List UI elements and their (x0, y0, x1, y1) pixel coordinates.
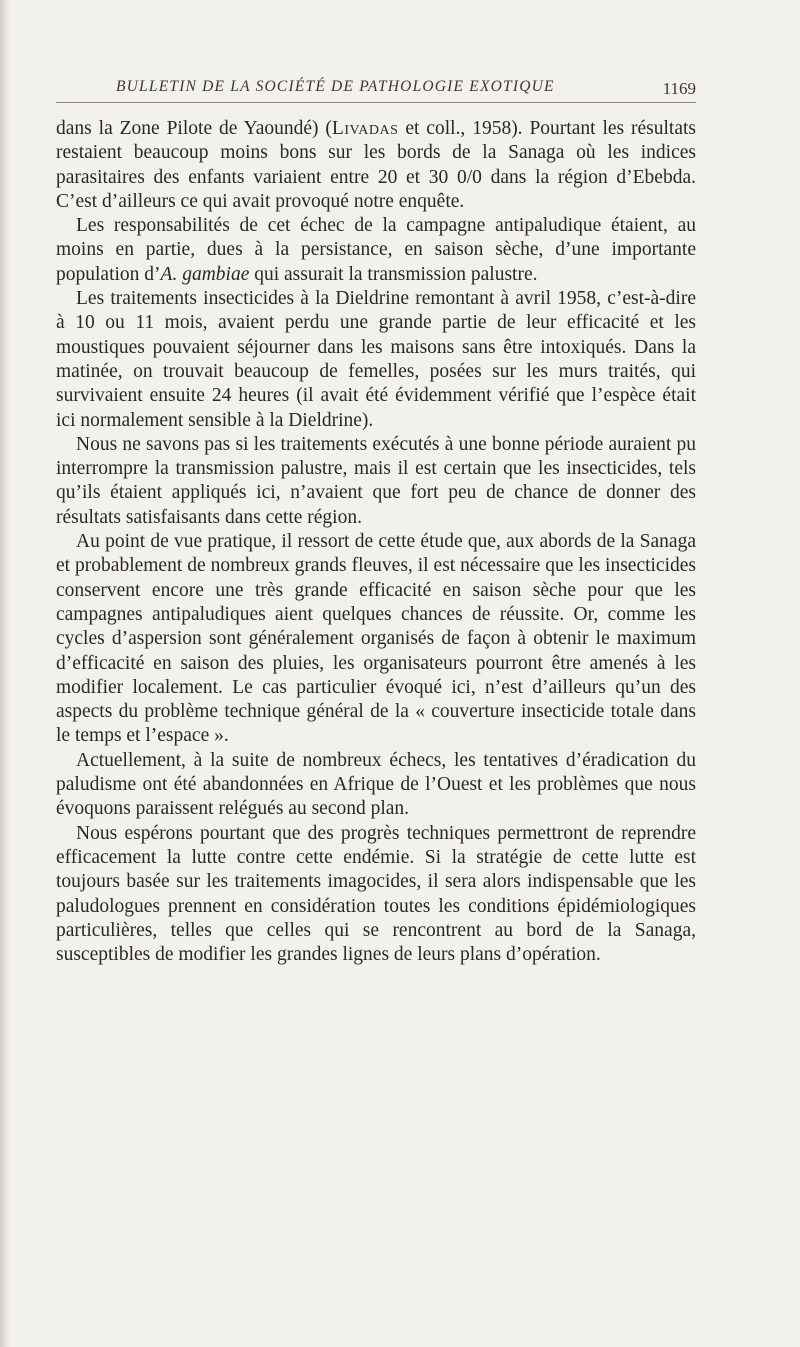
paragraph-1 (56, 117, 696, 214)
species-name: A. gambiae (160, 263, 250, 285)
page-binding-edge (0, 0, 10, 1347)
paragraph-4: Nous ne savons pas si les traitements exécutés à une bonne période auraient pu interrompre la transmission palustre, mais il est certain que les insecticides, tels qu’ils étaient appliqués ici, n’avaient que fort peu de chance de donner des résultats satisfaisants dans cette région. (56, 433, 696, 528)
paragraph-3: Les traitements insecticides à la Dieldrine remontant à avril 1958, c’est-à-dire à 10 ou 11 mois, avaient perdu une grande partie de leur efficacité et les moustiques pouvaient séjourner dans les maisons sans être intoxiqués. Dans la matinée, on trouvait beaucoup de femelles, posées sur les murs traités, qui survivaient ensuite 24 heures (il avait été évidemment vérifié que l’espèce était ici normalement sensible à la Dieldrine). (56, 288, 696, 431)
article-body (56, 117, 696, 967)
paragraph-5: Au point de vue pratique, il ressort de cette étude que, aux abords de la Sanaga et probablement de nombreux grands fleuves, il est nécessaire que les insecticides conservent encore une très grande efficacité en saison sèche pour que les campagnes antipaludiques aient quelques chances de réussite. Or, comme les cycles d’aspersion sont généralement organisés de façon à obtenir le maximum d’efficacité en saison des pluies, les organisateurs pourront être amenés à les modifier localement. Le cas particulier évoqué ici, n’est d’ailleurs qu’un des aspects du problème technique général de la « couverture insecticide totale dans le temps et l’espace ». (56, 531, 696, 747)
paragraph-2-end: qui assurait la transmission palustre. (249, 263, 538, 285)
paragraph-1-start: dans la Zone Pilote de Yaoundé) ( (56, 118, 332, 139)
paragraph-6: Actuellement, à la suite de nombreux échecs, les tentatives d’éradication du paludisme ont été abandonnées en Afrique de l’Ouest et les problèmes que nous évoquons paraissent relégués au second plan. (56, 749, 696, 820)
paragraph-2 (56, 214, 696, 287)
paragraph-7: Nous espérons pourtant que des progrès techniques permettront de reprendre efficacement la lutte contre cette endémie. Si la stratégie de cette lutte est toujours basée sur les traitements imagocides, il sera alors indispensable que les paludologues prennent en considération toutes les conditions épidémiologiques particulières, telles que celles qui se rencontrent au bord de la Sanaga, susceptibles de modifier les grandes lignes de leurs plans d’opération. (56, 822, 696, 966)
journal-running-title: BULLETIN DE LA SOCIÉTÉ DE PATHOLOGIE EXOTIQUE (116, 78, 555, 95)
paragraph-1-end: et coll., 1958). Pourtant les résultats restaient beaucoup moins bons sur les bords de la Sanaga où les indices parasitaires des enfants variaient entre 20 et 30 0/0 dans la région d’Ebebda. C’est d’ailleurs ce qui avait provoqué notre enquête. (56, 118, 696, 212)
running-header (56, 78, 696, 103)
cited-author: Livadas (331, 118, 399, 139)
page-number: 1169 (662, 79, 696, 98)
paragraph-2-start: Les responsabilités de cet échec de la campagne antipaludique étaient, au moins en partie, dues à la persistance, en saison sèche, d’une importante population d’ (56, 215, 696, 285)
